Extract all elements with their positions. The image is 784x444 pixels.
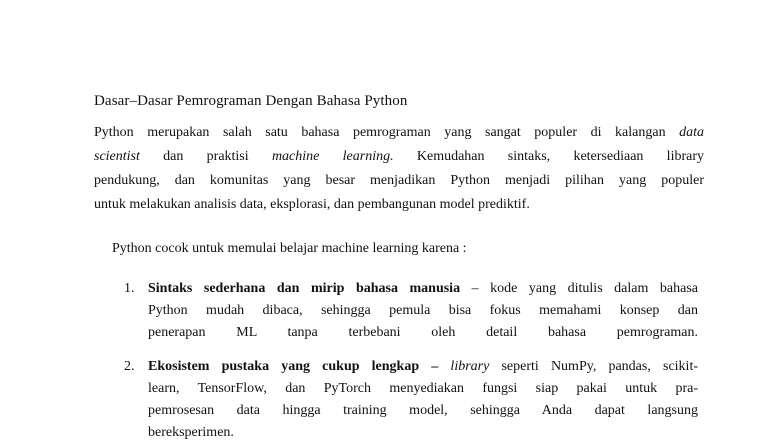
list-item-lead: Ekosistem pustaka yang cukup lengkap – xyxy=(148,359,439,374)
intro-paragraph xyxy=(94,121,704,217)
paragraph-text: dan praktisi xyxy=(139,149,272,164)
paragraph-text: Python merupakan salah satu bahasa pemrograman yang sangat populer di kalangan xyxy=(94,125,680,140)
list-item-number: 1. xyxy=(124,281,135,296)
paragraph-italic-text: machine learning. xyxy=(271,149,394,164)
paragraph-line-3: pendukung, dan komunitas yang besar menjadikan Python menjadi pilihan yang populer xyxy=(94,173,704,188)
list-item-text: seperti NumPy, pandas, scikit- xyxy=(489,359,698,374)
list-item-text: – kode yang ditulis dalam bahasa xyxy=(460,281,698,296)
list-item-italic-text: library xyxy=(438,359,490,374)
list-item-number: 2. xyxy=(124,359,135,374)
paragraph-line-4: untuk melakukan analisis data, eksplorasi, dan pembangunan model prediktif. xyxy=(94,197,530,212)
list-item-line: bereksperimen. xyxy=(148,425,234,440)
list-item-body xyxy=(148,278,698,344)
list-item-lead: Sintaks sederhana dan mirip bahasa manusia xyxy=(148,281,461,296)
page-title: Dasar–Dasar Pemrograman Dengan Bahasa Python xyxy=(94,93,408,109)
list-item-body xyxy=(148,356,698,444)
paragraph-italic-text: data xyxy=(679,125,704,140)
list-item-line: Python mudah dibaca, sehingga pemula bisa fokus memahami konsep dan xyxy=(148,303,698,318)
list-item-line: learn, TensorFlow, dan PyTorch menyediakan fungsi siap pakai untuk pra- xyxy=(148,381,698,396)
list-intro: Python cocok untuk memulai belajar machine learning karena : xyxy=(112,241,467,256)
list-item-line xyxy=(148,356,698,378)
list-item-line xyxy=(148,278,698,300)
paragraph-line-1 xyxy=(94,121,704,145)
paragraph-text: Kemudahan sintaks, ketersediaan library xyxy=(393,149,705,164)
list-item-line: pemrosesan data hingga training model, sehingga Anda dapat langsung xyxy=(148,403,698,418)
list-item-line: penerapan ML tanpa terbebani oleh detail bahasa pemrograman. xyxy=(148,325,698,340)
paragraph-line-2 xyxy=(94,145,704,169)
paragraph-italic-text: scientist xyxy=(94,149,140,164)
